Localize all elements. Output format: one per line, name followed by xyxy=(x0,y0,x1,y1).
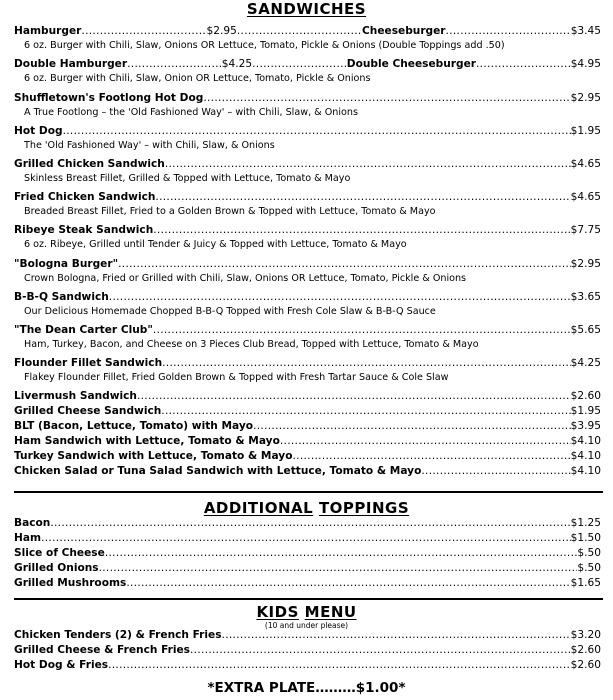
item-description: Skinless Breast Fillet, Grilled & Topped with Lettuce, Tomato & Mayo xyxy=(24,173,351,184)
menu-item: "The Dean Carter Club" ..... $5.65 xyxy=(14,324,601,336)
kids-item: Grilled Cheese & French Fries ..... $2.60 xyxy=(14,644,601,656)
menu-item: Hot Dog ..... $1.95 xyxy=(14,125,601,137)
item-description: Flakey Flounder Fillet, Fried Golden Brown & Topped with Fresh Tartar Sauce & Cole Slaw xyxy=(24,372,449,383)
menu-item: Livermush Sandwich ..... $2.60 xyxy=(14,390,601,402)
topping-item: Grilled Onions ..... $.50 xyxy=(14,562,601,574)
item-description: 6 oz. Ribeye, Grilled until Tender & Juicy & Topped with Lettuce, Tomato & Mayo xyxy=(24,239,407,250)
item-description: The 'Old Fashioned Way' – with Chili, Slaw, & Onions xyxy=(24,140,275,151)
sandwiches-title: SANDWICHES xyxy=(246,0,367,18)
menu-item: Ham Sandwich with Lettuce, Tomato & Mayo ..... $4.10 xyxy=(14,435,601,447)
kids-item: Chicken Tenders (2) & French Fries ..... $3.20 xyxy=(14,629,601,641)
topping-item: Ham ..... $1.50 xyxy=(14,532,601,544)
menu-item: Chicken Salad or Tuna Salad Sandwich with Lettuce, Tomato & Mayo ..... $4.10 xyxy=(14,465,601,477)
menu-item-hamburger: Hamburger ..... $2.95 ..... Cheeseburger ..... $3.45 xyxy=(14,25,601,37)
topping-item: Grilled Mushrooms ..... $1.65 xyxy=(14,577,601,589)
menu-item: Fried Chicken Sandwich ..... $4.65 xyxy=(14,191,601,203)
menu-item: Grilled Chicken Sandwich ..... $4.65 xyxy=(14,158,601,170)
item-description: Ham, Turkey, Bacon, and Cheese on 3 Pieces Club Bread, Topped with Lettuce, Tomato & Mayo xyxy=(24,339,479,350)
extra-plate: *EXTRA PLATE………$1.00* xyxy=(207,680,406,696)
item-description: Our Delicious Homemade Chopped B-B-Q Topped with Fresh Cole Slaw & B-B-Q Sauce xyxy=(24,306,436,317)
section-divider xyxy=(14,491,603,493)
menu-item: BLT (Bacon, Lettuce, Tomato) with Mayo ..... $3.95 xyxy=(14,420,601,432)
menu-item: Ribeye Steak Sandwich ..... $7.75 xyxy=(14,224,601,236)
menu-item: B-B-Q Sandwich ..... $3.65 xyxy=(14,291,601,303)
menu-item: "Bologna Burger" ..... $2.95 xyxy=(14,258,601,270)
item-description: 6 oz. Burger with Chili, Slaw, Onion OR Lettuce, Tomato, Pickle & Onions xyxy=(24,73,371,84)
topping-item: Bacon ..... $1.25 xyxy=(14,517,601,529)
section-divider xyxy=(14,598,603,600)
menu-item: Grilled Cheese Sandwich ..... $1.95 xyxy=(14,405,601,417)
menu-item: Shuffletown's Footlong Hot Dog ..... $2.95 xyxy=(14,92,601,104)
topping-item: Slice of Cheese ..... $.50 xyxy=(14,547,601,559)
item-description: Crown Bologna, Fried or Grilled with Chili, Slaw, Onions OR Lettuce, Tomato, Pickle & Onions xyxy=(24,273,467,284)
kids-menu-subtitle: (10 and under please) xyxy=(264,621,349,630)
toppings-title: ADDITIONAL TOPPINGS xyxy=(203,499,410,517)
menu-item: Flounder Fillet Sandwich ..... $4.25 xyxy=(14,357,601,369)
menu-item: Turkey Sandwich with Lettuce, Tomato & Mayo ..... $4.10 xyxy=(14,450,601,462)
kids-menu-title: KIDS MENU xyxy=(256,603,357,621)
item-description: A True Footlong – the 'Old Fashioned Way' – with Chili, Slaw, & Onions xyxy=(24,107,358,118)
item-description: 6 oz. Burger with Chili, Slaw, Onions OR Lettuce, Tomato, Pickle & Onions (Double Toppings add .50) xyxy=(24,40,505,51)
menu-item-double-hamburger: Double Hamburger ..... $4.25 ..... Double Cheeseburger ..... $4.95 xyxy=(14,58,601,70)
kids-item: Hot Dog & Fries ..... $2.60 xyxy=(14,659,601,671)
item-description: Breaded Breast Fillet, Fried to a Golden Brown & Topped with Lettuce, Tomato & Mayo xyxy=(24,206,436,217)
